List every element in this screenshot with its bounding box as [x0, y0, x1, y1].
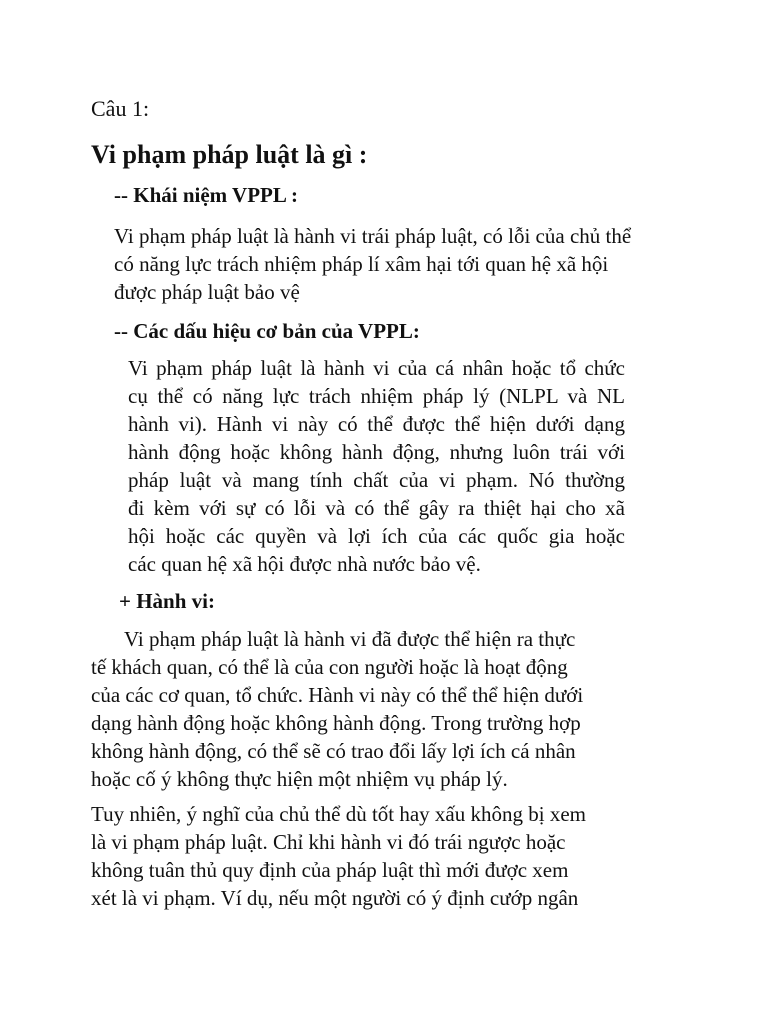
act-paragraph — [91, 625, 651, 793]
text-line: đi kèm với sự có lỗi và có thể gây ra thiệt hại cho xã — [128, 496, 625, 520]
text-line: Vi phạm pháp luật là hành vi của cá nhân hoặc tổ chức — [128, 356, 625, 380]
text-line: Vi phạm pháp luật là hành vi trái pháp luật, có lỗi của chủ thể — [114, 224, 632, 248]
concept-paragraph — [114, 222, 684, 306]
text-line: Vi phạm pháp luật là hành vi đã được thể hiện ra thực — [124, 627, 576, 651]
text-line: hành động hoặc không hành động, nhưng luôn trái với — [128, 440, 625, 464]
text-line: xét là vi phạm. Ví dụ, nếu một người có ý định cướp ngân — [91, 886, 579, 910]
text-line: hành vi). Hành vi này có thể được thể hiện dưới dạng — [128, 412, 625, 436]
question-label: Câu 1: — [91, 96, 150, 121]
text-line: có năng lực trách nhiệm pháp lí xâm hại tới quan hệ xã hội — [114, 252, 609, 276]
text-line: của các cơ quan, tổ chức. Hành vi này có thể thể hiện dưới — [91, 683, 584, 707]
text-line: hoặc cố ý không thực hiện một nhiệm vụ pháp lý. — [91, 767, 508, 791]
signs-paragraph — [128, 354, 625, 578]
concept-heading: -- Khái niệm VPPL : — [114, 183, 298, 207]
text-line: dạng hành động hoặc không hành động. Trong trường hợp — [91, 711, 581, 735]
text-line: pháp luật và mang tính chất của vi phạm. Nó thường — [128, 468, 625, 492]
text-line: hội hoặc các quyền và lợi ích của các quốc gia hoặc — [128, 524, 625, 548]
text-line: các quan hệ xã hội được nhà nước bảo vệ. — [128, 552, 481, 576]
text-line: tế khách quan, có thể là của con người hoặc là hoạt động — [91, 655, 568, 679]
text-line: là vi phạm pháp luật. Chỉ khi hành vi đó trái ngược hoặc — [91, 830, 566, 854]
text-line: cụ thể có năng lực trách nhiệm pháp lý (NLPL và NL — [128, 384, 625, 408]
however-paragraph — [91, 800, 651, 912]
act-heading: + Hành vi: — [119, 589, 215, 613]
text-line: không tuân thủ quy định của pháp luật thì mới được xem — [91, 858, 569, 882]
signs-heading: -- Các dấu hiệu cơ bản của VPPL: — [114, 319, 420, 343]
text-line: không hành động, có thể sẽ có trao đổi lấy lợi ích cá nhân — [91, 739, 576, 763]
text-line: Tuy nhiên, ý nghĩ của chủ thể dù tốt hay xấu không bị xem — [91, 802, 586, 826]
text-line: được pháp luật bảo vệ — [114, 280, 300, 304]
document-title: Vi phạm pháp luật là gì : — [91, 140, 368, 169]
